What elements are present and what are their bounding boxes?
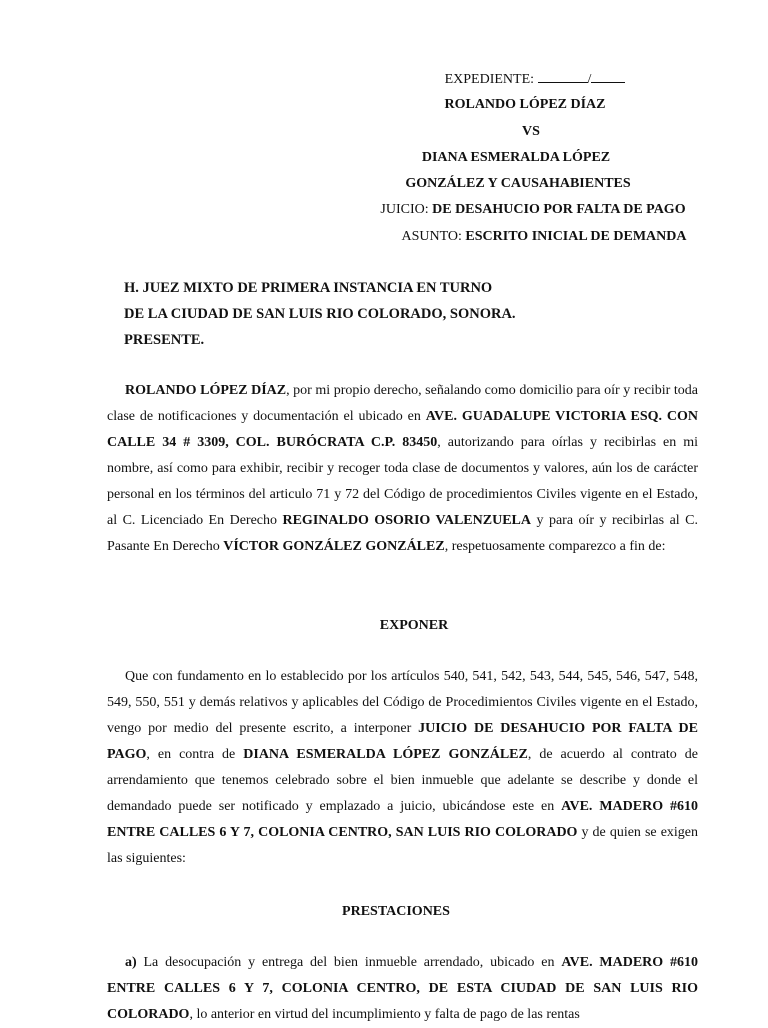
exponer-address: AVE. MADERO #610 ENTRE CALLES 6 Y 7, COLONIA CENTRO, SAN LUIS RIO COLORADO (107, 799, 699, 840)
expediente-blank-2 (591, 70, 625, 83)
addressee-line-2: DE LA CIUDAD DE SAN LUIS RIO COLORADO, SONORA. (124, 306, 516, 322)
expediente-blank-1 (538, 70, 588, 83)
juicio-line (298, 201, 768, 219)
demandado-line-1: DIANA ESMERALDA LÓPEZ (421, 150, 611, 165)
addressee-line-1: H. JUEZ MIXTO DE PRIMERA INSTANCIA EN TURNO (124, 280, 493, 296)
exponer-text-4: y de quien se exigen las siguientes: (107, 825, 699, 866)
juicio-label: JUICIO: (380, 202, 429, 217)
prestacion-a-text-2: , lo anterior en virtud del incumplimiento y falta de pago de las rentas (189, 1007, 580, 1022)
exponer-paragraph (107, 664, 698, 872)
intro-pasante: VÍCTOR GONZÁLEZ GONZÁLEZ (223, 539, 445, 554)
expediente-separator: / (587, 72, 592, 87)
exponer-text-3: , de acuerdo al contrato de arrendamiento que tenemos celebrado sobre el bien inmueble que adelante se describe y donde el demandado puede ser notificado y emplazado a juicio, ubicándose este en (107, 747, 698, 814)
intro-lawyer: REGINALDO OSORIO VALENZUELA (282, 513, 531, 528)
asunto-line (309, 228, 768, 246)
intro-actor: ROLANDO LÓPEZ DÍAZ (125, 383, 287, 398)
exponer-juicio: JUICIO DE DESAHUCIO POR FALTA DE PAGO (107, 721, 698, 762)
addressee-line-3: PRESENTE. (124, 332, 205, 348)
asunto-value: ESCRITO INICIAL DE DEMANDA (465, 229, 687, 244)
section-heading-prestaciones: PRESTACIONES (342, 904, 450, 919)
juicio-value: DE DESAHUCIO POR FALTA DE PAGO (432, 202, 686, 217)
exponer-text-1: Que con fundamento en lo establecido por los artículos 540, 541, 542, 543, 544, 545, 546, 547, 548, 549, 550, 551 y demás relativos y aplicables del Código de Procedimientos Civiles vigente en el Estado, vengo por medio del presente escrito, a interponer (107, 669, 698, 736)
demandado-line-2: GONZÁLEZ Y CAUSAHABIENTES (405, 176, 631, 191)
asunto-label: ASUNTO: (401, 229, 462, 244)
intro-paragraph (107, 378, 698, 560)
exponer-text-2: , en contra de (146, 747, 244, 762)
intro-text-4: , respetuosamente comparezco a fin de: (444, 539, 666, 554)
intro-text-3: y para oír y recibirlas al C. Pasante En Derecho (107, 513, 698, 554)
intro-text-1: , por mi propio derecho, señalando como domicilio para oír y recibir toda clase de notificaciones y documentación el ubicado en (107, 383, 698, 424)
intro-address: AVE. GUADALUPE VICTORIA ESQ. CON CALLE 34 # 3309, COL. BURÓCRATA C.P. 83450 (107, 409, 698, 450)
section-heading-exponer: EXPONER (379, 618, 449, 633)
prestacion-a-text-1: La desocupación y entrega del bien inmueble arrendado, ubicado en (136, 955, 562, 970)
versus-label: VS (522, 124, 540, 139)
intro-text-2: , autorizando para oírlas y recibirlas en mi nombre, así como para exhibir, recibir y recoger toda clase de documentos y valores, aún los de carácter personal en los términos del articulo 71 y 72 del Código de procedimientos Civiles vigente en el Estado, al C. Licenciado En Derecho (107, 435, 698, 528)
actor-name: ROLANDO LÓPEZ DÍAZ (444, 97, 606, 112)
prestacion-a-address: AVE. MADERO #610 ENTRE CALLES 6 Y 7, COLONIA CENTRO, DE ESTA CIUDAD DE SAN LUIS RIO COLORADO (107, 955, 699, 1022)
expediente-line (300, 70, 768, 89)
exponer-demandado: DIANA ESMERALDA LÓPEZ GONZÁLEZ (243, 747, 528, 762)
prestacion-a-paragraph (107, 950, 698, 1028)
expediente-label: EXPEDIENTE: (444, 72, 535, 87)
prestacion-a-label: a) (125, 955, 137, 970)
